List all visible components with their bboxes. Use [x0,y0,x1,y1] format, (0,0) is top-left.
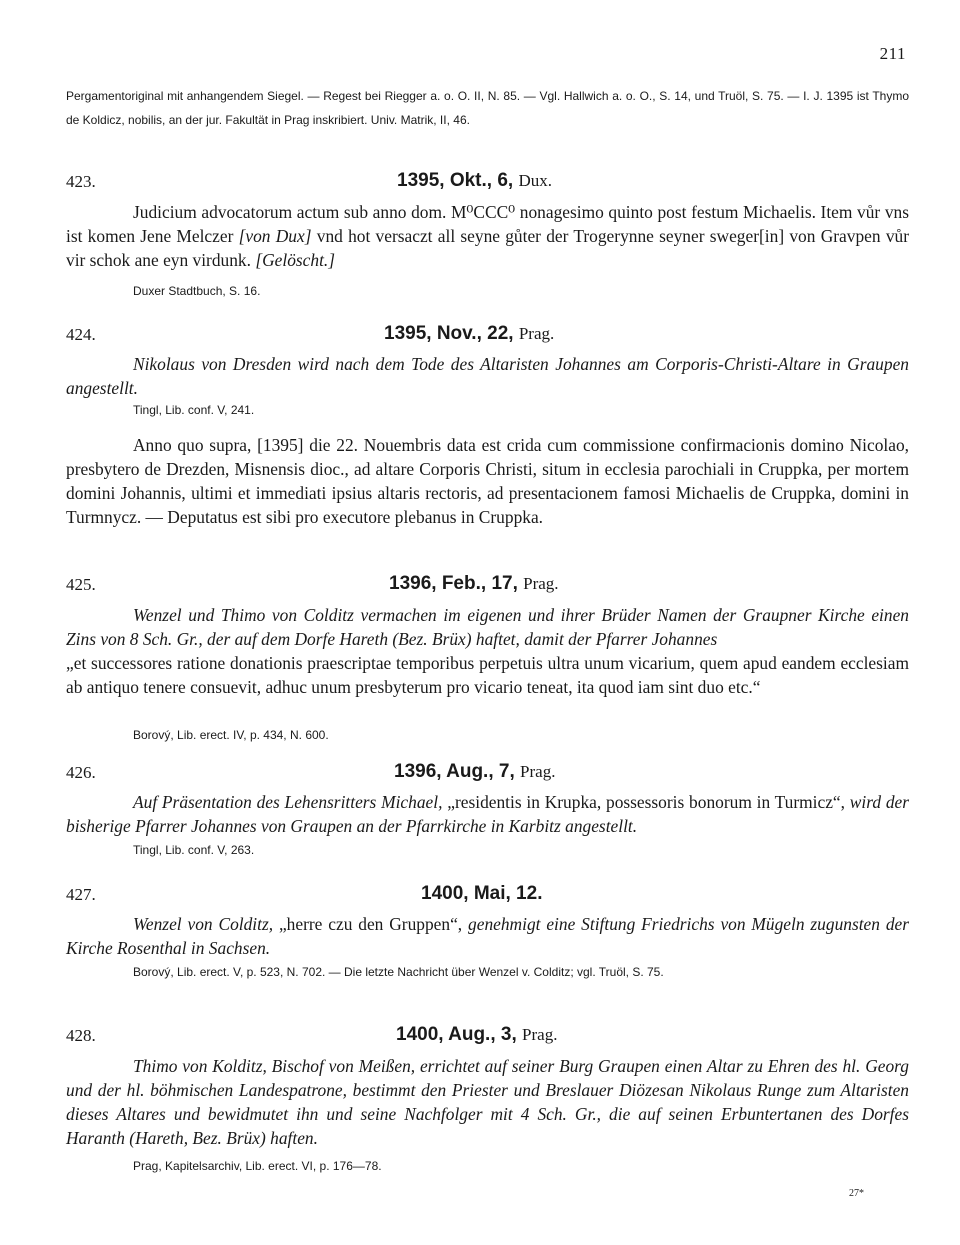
entry-424-source: Tingl, Lib. conf. V, 241. [133,403,255,417]
date-text: 1396, Aug., 7, [394,761,515,782]
place-text: Dux. [518,171,552,190]
entry-425-text: „et successores ratione donationis praescriptae temporibus perpetuis ultra unum vicarium, quem apud eandem ecclesiam ab antiquo tenere consuevit, adhuc unum presbyterum pro vicario teneat, ita quod iam sint duo etc.“ [66,653,909,697]
place-text: Prag. [520,762,556,781]
entry-number: 424. [66,325,96,344]
regest-italic: Auf Präsentation des Lehensritters Michael, [133,792,448,812]
entry-428-source: Prag, Kapitelsarchiv, Lib. erect. VI, p. 176—78. [133,1159,382,1173]
date-text: 1400, Aug., 3, [396,1024,517,1045]
entry-425-regest: Wenzel und Thimo von Colditz vermachen im eigenen und ihrer Brüder Namen der Graupner Kirche einen Zins von 8 Sch. Gr., der auf dem Dorfe Hareth (Bez. Brüx) haftet, damit der Pfarrer Johannes [66,605,909,649]
entry-427-heading [66,885,909,911]
entry-date [384,323,554,345]
entry-number: 426. [66,763,96,782]
entry-date [397,170,552,192]
entry-428-regest: Thimo von Kolditz, Bischof von Meißen, errichtet auf seiner Burg Graupen einen Altar zu Ehren des hl. Georg und der hl. böhmischen Landespatrone, bestimmt den Priester und Breslauer Diözesan Nikolaus Runge zum Altaristen dieses Altares und bewidmutet ihn und seine Nachfolger mit 4 Sch. Gr., die auf seinen Erbuntertanen des Dorfes Haranth (Hareth, Bez. Brüx) haften. [66,1056,909,1148]
page-number: 211 [879,44,906,63]
text-part: vnd hot versaczt all seyne gůter der Trogerynne seyner sweger[in] von Gravpen vůr vir schok ane eyn virdunk. [66,226,910,270]
place-text: Prag. [523,574,559,593]
regest-quote: „herre czu den Gruppen“, [278,914,469,934]
entry-424-heading [66,325,909,351]
entry-date [421,883,542,905]
text-part: Judicium advocatorum actum sub anno dom. M⁰CCC⁰ nonagesimo quinto post festum Michaelis. Item vůr vns ist komen Jene Melczer [66,202,909,246]
regest-quote: „residentis in Krupka, possessoris bonorum in Turmicz“, [447,792,850,812]
place-text: Prag. [518,324,555,343]
regest-italic: Wenzel von Colditz, [133,914,279,934]
entry-423-text [66,200,909,272]
entry-423-source: Duxer Stadtbuch, S. 16. [133,284,261,298]
signature-mark: 27* [849,1188,864,1199]
date-text: 1400, Mai, 12. [421,883,543,904]
entry-424-text: Anno quo supra, [1395] die 22. Nouembris data est crida cum commissione confirmacionis domino Nicolao, presbytero de Drezden, Misnensis dioc., ad altare Corporis Christi, situm in ecclesia parochiali in Cruppka, per mortem domini Johannis, ultimi et immediati ipsius altaris rectoris, ad presentacionem famosi Michaelis de Cruppka, domini in Turmnycz. — Deputatus est sibi pro executore plebanus in Cruppka. [66,435,909,527]
entry-number: 427. [66,885,96,904]
entry-428-heading [66,1026,909,1052]
entry-425-heading [66,575,909,601]
text-part-italic: [Gelöscht.] [255,250,336,270]
text-part-italic: [von Dux] [238,226,312,246]
entry-number: 425. [66,575,96,594]
date-text: 1395, Nov., 22, [384,323,514,344]
entry-426-regest [66,790,909,838]
place-text: Prag. [522,1025,558,1044]
entry-426-heading [66,763,909,789]
regest-italic: genehmigt eine Stiftung Friedrichs von Mügeln zugunsten der Kirche Rosenthal in Sachsen. [66,914,910,958]
entry-date [389,573,559,595]
entry-date [394,761,555,783]
entry-427-source: Borový, Lib. erect. V, p. 523, N. 702. — Die letzte Nachricht über Wenzel v. Colditz; vgl. Truöl, S. 75. [133,965,664,979]
entry-426-source: Tingl, Lib. conf. V, 263. [133,843,255,857]
intro-note: Pergamentoriginal mit anhangendem Siegel. — Regest bei Riegger a. o. O. II, N. 85. — Vgl. Hallwich a. o. O., S. 14, und Truöl, S. 75. — I. J. 1395 ist Thymo de Koldicz, nobilis, an der jur. Fakultät in Prag inskribiert. Univ. Matrik, II, 46. [66,89,909,127]
entry-date [396,1024,557,1046]
date-text: 1396, Feb., 17, [389,573,518,594]
entry-number: 428. [66,1026,96,1045]
entry-424-regest: Nikolaus von Dresden wird nach dem Tode des Altaristen Johannes am Corporis-Christi-Altare in Graupen angestellt. [66,354,909,398]
entry-427-regest [66,912,909,960]
entry-423-heading [66,172,909,198]
regest-italic: wird der bisherige Pfarrer Johannes von Graupen an der Pfarrkirche in Karbitz angestellt. [66,792,909,836]
entry-425-source: Borový, Lib. erect. IV, p. 434, N. 600. [133,728,329,742]
date-text: 1395, Okt., 6, [397,170,514,191]
entry-number: 423. [66,172,96,191]
